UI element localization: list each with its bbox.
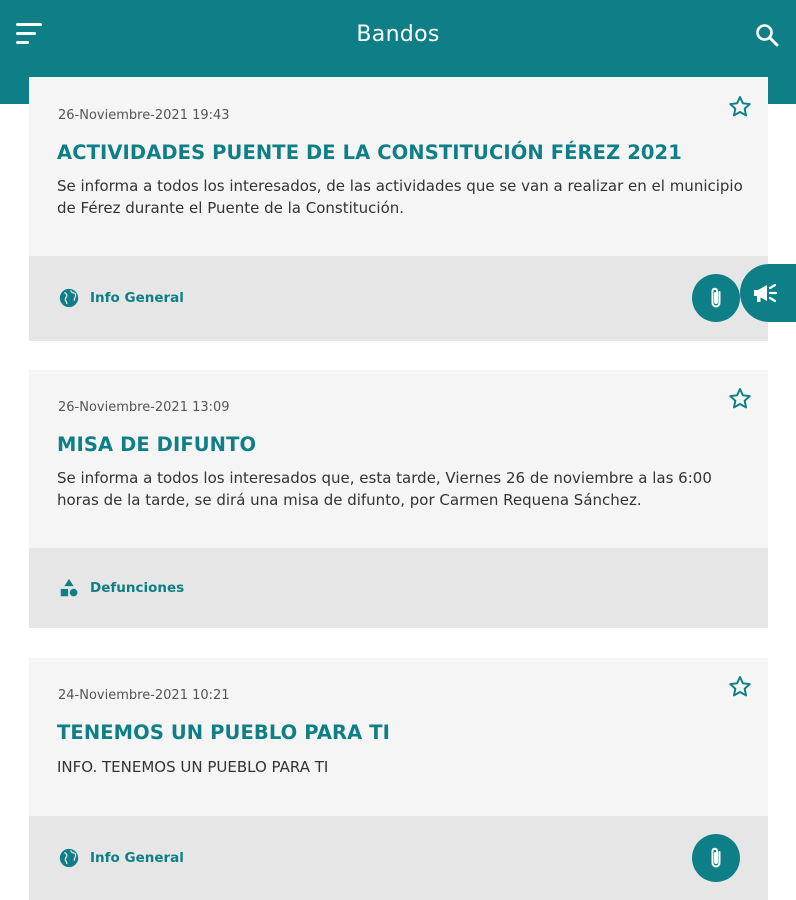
paperclip-icon[interactable] (692, 274, 740, 322)
bando-footer (29, 816, 768, 900)
bando-title[interactable]: ACTIVIDADES PUENTE DE LA CONSTITUCIÓN FÉREZ 2021 (57, 141, 682, 164)
bando-category (58, 577, 184, 599)
bando-category (58, 847, 184, 869)
bando-date: 26-Noviembre-2021 19:43 (58, 108, 230, 123)
bando-description: INFO. TENEMOS UN PUEBLO PARA TI (57, 758, 329, 776)
globe-icon (58, 287, 80, 309)
paperclip-icon[interactable] (692, 834, 740, 882)
star-outline-icon[interactable] (727, 674, 753, 700)
page-title: Bandos (356, 21, 440, 47)
bando-category (58, 287, 184, 309)
bando-description: Se informa a todos los interesados, de las actividades que se van a realizar en el municipio de Férez durante el Puente de la Constitución. (57, 177, 743, 217)
bando-date: 24-Noviembre-2021 10:21 (58, 688, 230, 703)
bando-footer (29, 548, 768, 628)
category-label: Info General (90, 290, 184, 306)
bando-card[interactable] (29, 370, 768, 628)
star-outline-icon[interactable] (727, 386, 753, 412)
bando-title[interactable]: TENEMOS UN PUEBLO PARA TI (57, 721, 390, 744)
star-outline-icon[interactable] (727, 94, 753, 120)
globe-icon (58, 847, 80, 869)
bando-card[interactable] (29, 658, 768, 900)
megaphone-icon[interactable] (740, 264, 796, 322)
bando-footer (29, 256, 768, 341)
bando-description: Se informa a todos los interesados que, esta tarde, Viernes 26 de noviembre a las 6:00 horas de la tarde, se dirá una misa de difunto, por Carmen Requena Sánchez. (57, 469, 712, 509)
bando-date: 26-Noviembre-2021 13:09 (58, 400, 230, 415)
hamburger-menu-icon[interactable] (16, 23, 42, 45)
top-bar (0, 0, 796, 68)
category-label: Defunciones (90, 580, 185, 596)
bando-title[interactable]: MISA DE DIFUNTO (57, 433, 257, 456)
bando-card[interactable] (29, 77, 768, 341)
search-icon[interactable] (754, 22, 780, 48)
category-label: Info General (90, 850, 184, 866)
shapes-icon (58, 577, 80, 599)
